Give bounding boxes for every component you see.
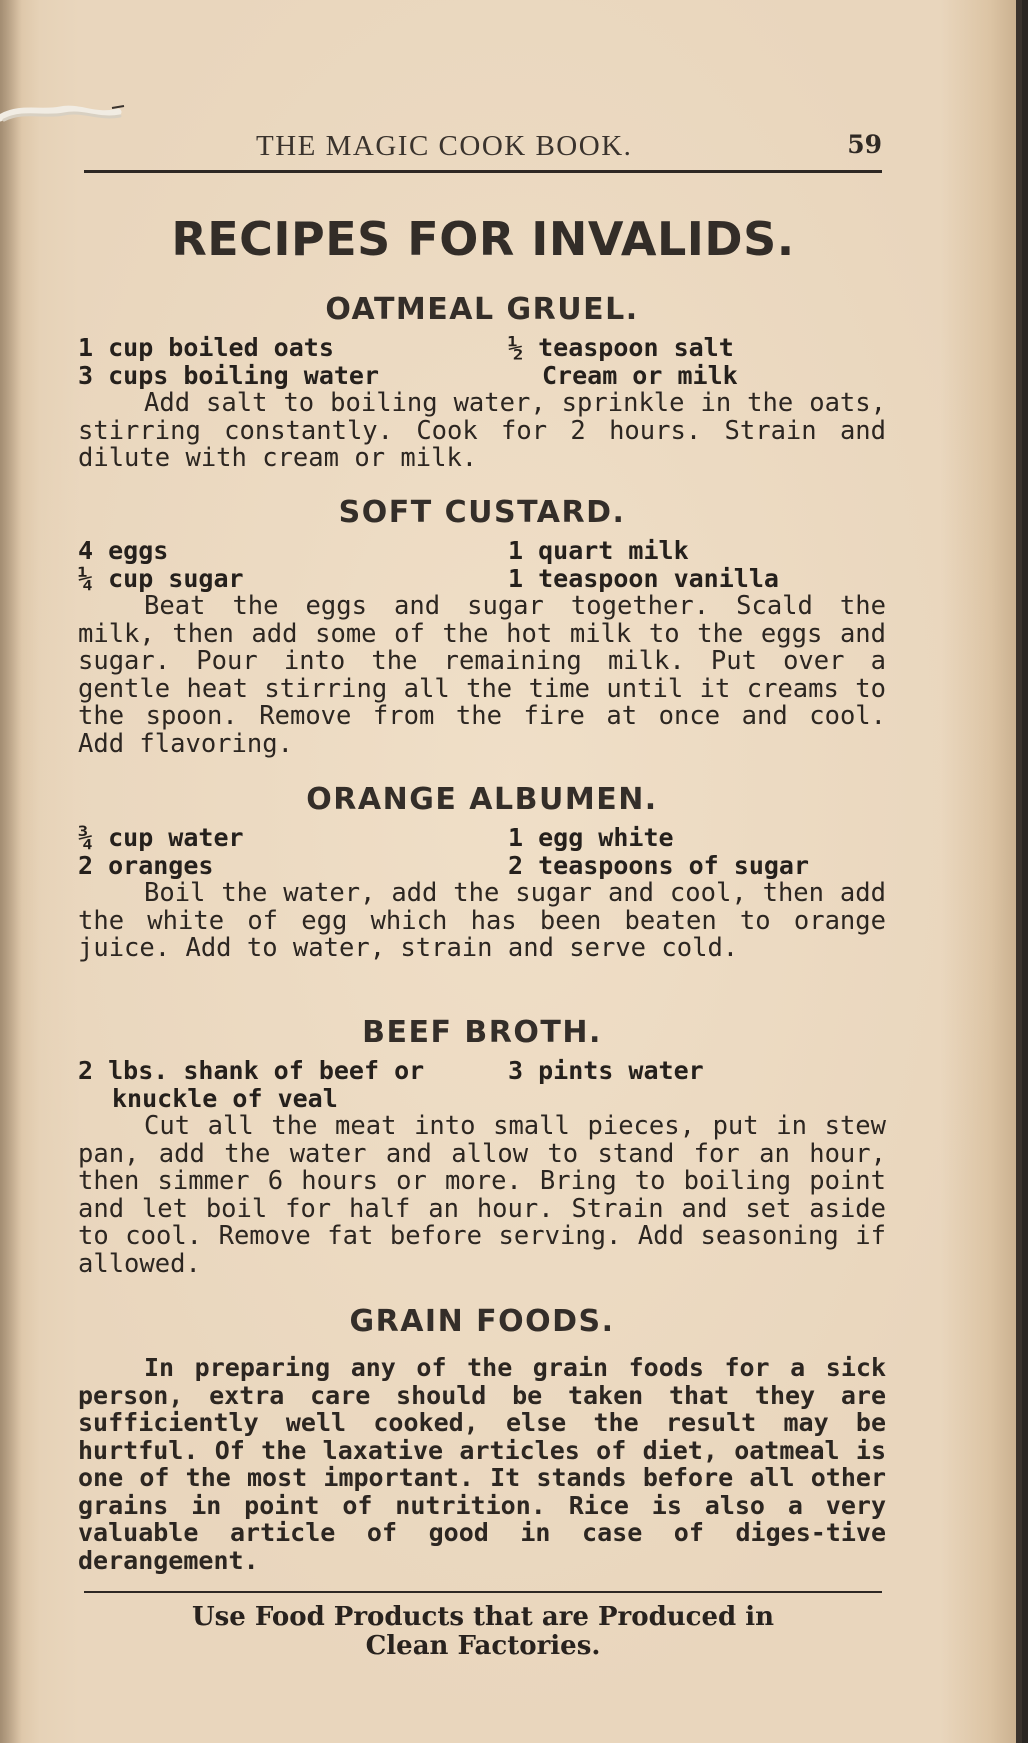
recipe-soft-custard — [78, 489, 886, 758]
running-head — [84, 130, 882, 173]
chapter-title: RECIPES FOR INVALIDS. — [171, 212, 795, 266]
footer-slogan — [84, 1603, 882, 1661]
spine-shadow — [0, 0, 22, 1743]
recipe-beef-broth — [78, 1009, 886, 1278]
ingredient: 2 lbs. shank of beef or — [78, 1056, 425, 1085]
recipe-heading: BEEF BROTH. — [362, 1015, 602, 1050]
ingredient: 1 cup boiled oats — [78, 333, 334, 362]
footer-line-1: Use Food Products that are Produced in — [191, 1602, 775, 1632]
recipe-instructions: Add salt to boiling water, sprinkle in the oats, stirring constantly. Cook for 2 hours. Strain and dilute with cream or milk. — [78, 388, 886, 473]
section-grain-foods — [78, 1298, 886, 1574]
recipe-instructions: Cut all the meat into small pieces, put in stew pan, add the water and allow to stand for an hour, then simmer 6 hours or more. Bring to boiling point and let boil for half an hour. Strain and set aside to cool. Remove fat before serving. Add seasoning if allowed. — [78, 1111, 886, 1279]
page-edge — [1016, 0, 1022, 1743]
section-heading: GRAIN FOODS. — [349, 1304, 615, 1339]
ingredient: 3 cups boiling water — [78, 361, 380, 390]
page-number: 59 — [847, 130, 882, 159]
section-text: In preparing any of the grain foods for a sick person, extra care should be taken that they are sufficiently well cooked, else the result may be hurtful. Of the laxative articles of diet, oatmeal is one of the most important. It stands before all other grains in point of nutrition. Rice is also a very valuable article of good in case of diges-tive derangement. — [78, 1353, 886, 1575]
ingredient: 1 quart milk — [508, 536, 689, 565]
ingredient: 1 teaspoon vanilla — [508, 564, 779, 593]
recipe-heading: OATMEAL GRUEL. — [325, 292, 639, 327]
ingredient: ¼ cup sugar — [78, 564, 244, 593]
ingredient-list — [78, 1057, 886, 1113]
footer-line-2: Clean Factories. — [365, 1631, 601, 1661]
ingredient: 3 pints water — [508, 1056, 704, 1085]
recipe-instructions: Boil the water, add the sugar and cool, then add the white of egg which has been beaten to orange juice. Add to water, strain and serve cold. — [78, 878, 886, 963]
ingredient-list — [78, 824, 886, 880]
book-title: THE MAGIC COOK BOOK. — [256, 130, 633, 162]
ingredient — [508, 1085, 886, 1113]
footer-rule — [84, 1591, 882, 1593]
ingredient-list — [78, 537, 886, 593]
ingredient: 4 eggs — [78, 536, 169, 565]
ingredient: 1 egg white — [508, 823, 674, 852]
recipe-oatmeal-gruel — [78, 286, 886, 473]
ingredient: knuckle of veal — [112, 1084, 338, 1113]
ingredient: Cream or milk — [542, 361, 738, 390]
recipe-heading: ORANGE ALBUMEN. — [306, 782, 658, 817]
ingredient: 2 teaspoons of sugar — [508, 851, 810, 880]
ingredient: ¾ cup water — [78, 823, 244, 852]
recipe-instructions: Beat the eggs and sugar together. Scald the milk, then add some of the hot milk to the eggs and sugar. Pour into the remaining milk. Put over a gentle heat stirring all the time until it creams to the spoon. Remove from the fire at once and cool. Add flavoring. — [78, 591, 886, 759]
recipe-heading: SOFT CUSTARD. — [338, 495, 626, 530]
ingredient: 2 oranges — [78, 851, 214, 880]
recipe-orange-albumen — [78, 776, 886, 963]
ingredient: ½ teaspoon salt — [508, 333, 734, 362]
ingredient-list — [78, 334, 886, 390]
